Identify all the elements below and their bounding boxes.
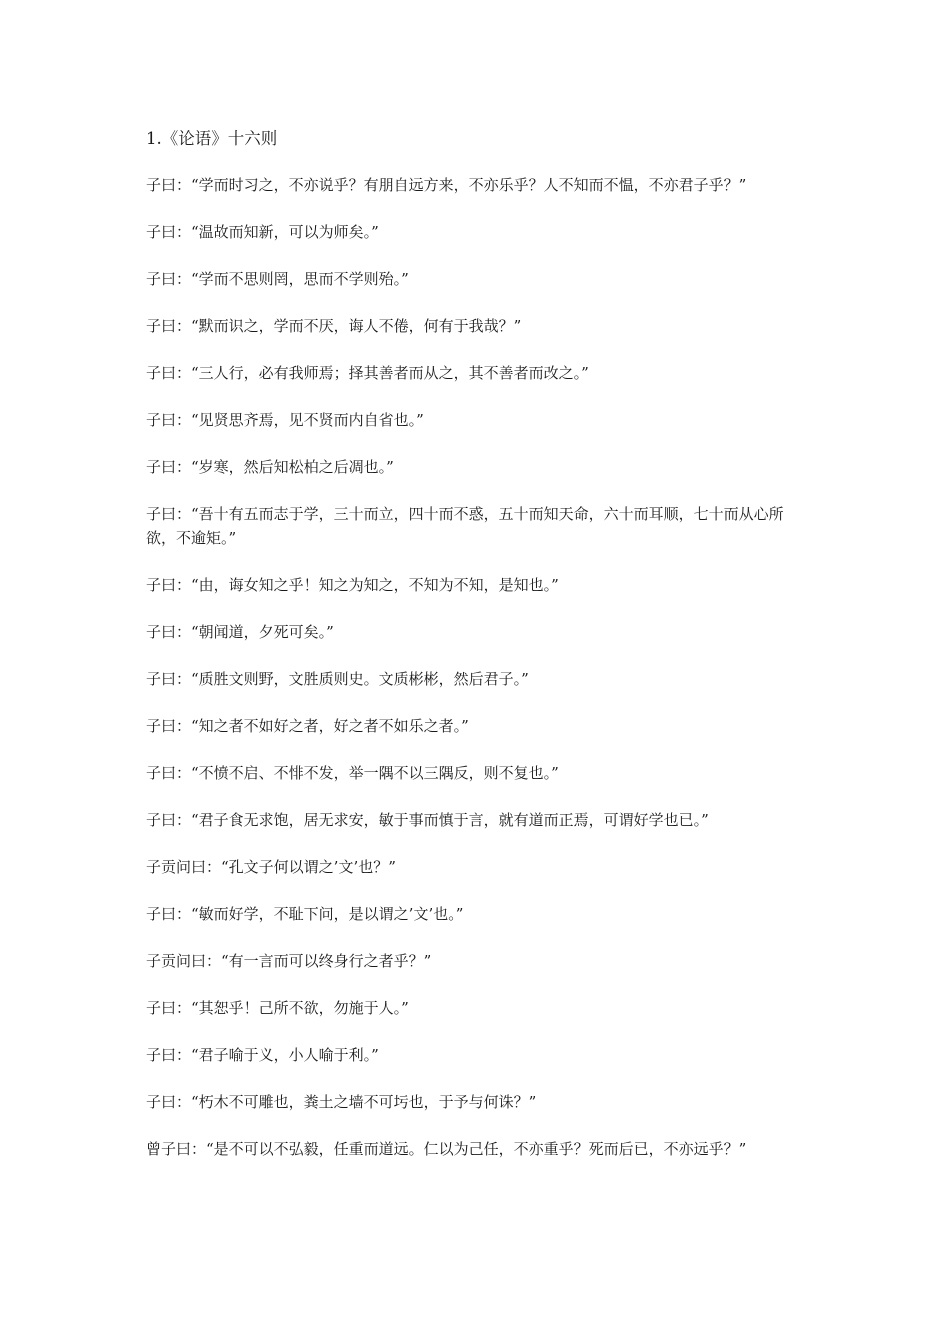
paragraph: 曾子曰：“是不可以不弘毅，任重而道远。仁以为己任，不亦重乎？死而后已，不亦远乎？” xyxy=(146,1140,747,1158)
paragraph: 子曰：“朽木不可雕也，粪土之墙不可圬也，于予与何诛？” xyxy=(146,1093,537,1111)
paragraph: 子曰：“朝闻道，夕死可矣。” xyxy=(146,623,334,641)
paragraph: 子曰：“其恕乎！己所不欲，勿施于人。” xyxy=(146,999,409,1017)
paragraph: 子曰：“岁寒，然后知松柏之后凋也。” xyxy=(146,458,394,476)
paragraph: 子曰：“敏而好学，不耻下问，是以谓之’文’也。” xyxy=(146,905,464,923)
paragraph: 子曰：“见贤思齐焉，见不贤而内自省也。” xyxy=(146,411,424,429)
paragraph: 子曰：“学而时习之，不亦说乎？有朋自远方来，不亦乐乎？人不知而不愠，不亦君子乎？” xyxy=(146,176,747,194)
paragraph: 子曰：“温故而知新，可以为师矣。” xyxy=(146,223,379,241)
paragraph: 子曰：“默而识之，学而不厌，诲人不倦，何有于我哉？” xyxy=(146,317,522,335)
paragraph: 子曰：“知之者不如好之者，好之者不如乐之者。” xyxy=(146,717,469,735)
paragraph: 子贡问曰：“有一言而可以终身行之者乎？” xyxy=(146,952,432,970)
paragraph: 子曰：“由，诲女知之乎！知之为知之，不知为不知，是知也。” xyxy=(146,576,559,594)
paragraph: 子贡问曰：“孔文子何以谓之’文’也？” xyxy=(146,858,396,876)
paragraph: 子曰：“君子喻于义，小人喻于利。” xyxy=(146,1046,379,1064)
paragraph: 子曰：“三人行，必有我师焉；择其善者而从之，其不善者而改之。” xyxy=(146,364,589,382)
paragraph: 子曰：“君子食无求饱，居无求安，敏于事而慎于言，就有道而正焉，可谓好学也已。” xyxy=(146,811,709,829)
document-page xyxy=(146,127,806,1184)
paragraph: 子曰：“质胜文则野，文胜质则史。文质彬彬，然后君子。” xyxy=(146,670,529,688)
document-title: 1.《论语》十六则 xyxy=(146,129,278,148)
paragraph: 子曰：“不愤不启、不悱不发，举一隅不以三隅反，则不复也。” xyxy=(146,764,559,782)
paragraph: 子曰：“吾十有五而志于学，三十而立，四十而不惑，五十而知天命，六十而耳顺，七十而从心所欲，不逾矩。” xyxy=(146,505,784,547)
paragraph: 子曰：“学而不思则罔，思而不学则殆。” xyxy=(146,270,409,288)
